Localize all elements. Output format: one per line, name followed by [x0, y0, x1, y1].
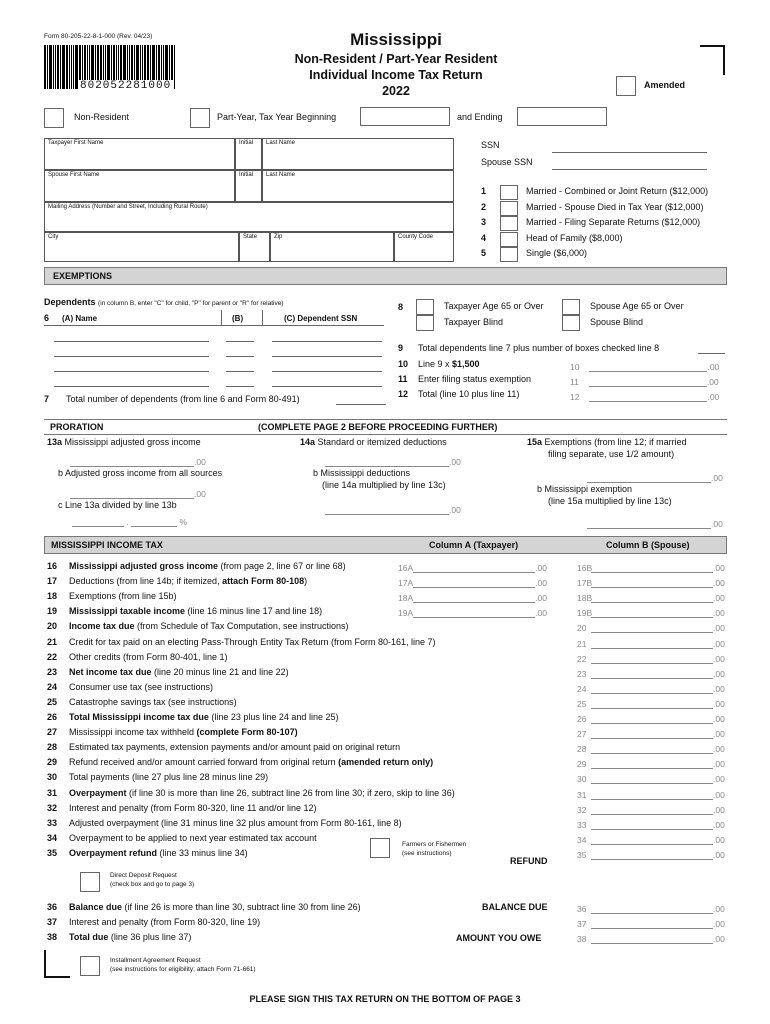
line-14a-label: 14a Standard or itemized deductions	[300, 437, 447, 447]
col-header-rule	[44, 325, 384, 326]
tax-line: 20 Income tax due (from Schedule of Tax Computation, see instructions)	[47, 621, 349, 632]
line-15b-field[interactable]: .00	[587, 519, 723, 529]
column-b-field[interactable]: 20 .00	[577, 623, 725, 634]
balance-due-label: BALANCE DUE	[482, 902, 548, 912]
mailing-address-field[interactable]: Mailing Address (Number and Street, Including Rural Route)	[44, 202, 454, 232]
tax-line: 18 Exemptions (from line 15b)	[47, 591, 177, 602]
spouse-last-name-field[interactable]: Last Name	[262, 170, 454, 202]
line-12-field[interactable]: 12 .00	[570, 392, 720, 402]
line-7-input[interactable]	[336, 404, 386, 405]
column-b-field[interactable]: 24 .00	[577, 683, 725, 694]
form-id: Form 80-205-22-8-1-000 (Rev. 04/23)	[44, 33, 153, 40]
barcode-bar	[57, 45, 59, 89]
sign-notice: PLEASE SIGN THIS TAX RETURN ON THE BOTTOM OF PAGE 3	[249, 994, 521, 1004]
form-state: Mississippi	[350, 30, 442, 49]
line-6-number: 6	[44, 313, 50, 323]
tax-line: 30 Total payments (line 27 plus line 28 minus line 29)	[47, 772, 269, 783]
tax-line: 35 Overpayment refund (line 33 minus line 34)	[47, 847, 248, 858]
col-a-header: (A) Name	[62, 314, 98, 323]
column-a-field[interactable]: 18A .00	[398, 593, 547, 604]
barcode-bar	[53, 45, 54, 89]
tax-line: 23 Net income tax due (line 20 minus line 21 and line 22)	[47, 666, 289, 677]
exemptions-header: EXEMPTIONS	[44, 267, 727, 285]
dependent-ssn-input[interactable]	[272, 386, 382, 387]
barcode-bar	[71, 45, 72, 89]
amount-you-owe-label: AMOUNT YOU OWE	[456, 933, 542, 943]
spouse-blind-checkbox[interactable]	[562, 315, 580, 331]
barcode-bar	[66, 45, 68, 89]
direct-deposit-label1: Direct Deposit Request	[110, 872, 177, 879]
col-b-header: (B)	[232, 314, 244, 323]
column-b-field[interactable]: 30 .00	[577, 774, 725, 785]
tax-line: 38 Total due (line 36 plus line 37)	[47, 932, 192, 942]
col-divider-1	[221, 310, 222, 326]
tax-line: 32 Interest and penalty (from Form 80-320, line 11 and/or line 12)	[47, 802, 317, 813]
tax-line: 27 Mississippi income tax withheld (complete Form 80-107)	[47, 727, 298, 738]
filing-status-number: 4	[481, 232, 487, 243]
line-7-number: 7	[44, 394, 50, 404]
column-b-field[interactable]: 27 .00	[577, 729, 725, 740]
filing-status-number: 5	[481, 248, 487, 258]
dependent-relation-input[interactable]	[226, 356, 254, 357]
city-field[interactable]: City	[44, 232, 239, 262]
column-b-field[interactable]: 28 .00	[577, 744, 725, 755]
column-b-field[interactable]: 26 .00	[577, 714, 725, 724]
line-15b-label1: b Mississippi exemption	[537, 484, 633, 494]
line-13b-field[interactable]: .00	[70, 489, 206, 499]
line-15a-label1: 15a Exemptions (from line 12; if married	[527, 437, 687, 447]
filing-status-checkbox[interactable]	[500, 185, 518, 200]
column-b-field[interactable]: 21 .00	[577, 638, 725, 649]
dependent-ssn-input[interactable]	[272, 356, 382, 357]
filing-status-label: Head of Family ($8,000)	[526, 232, 623, 243]
direct-deposit-checkbox[interactable]	[80, 872, 100, 892]
taxpayer-blind-checkbox[interactable]	[416, 315, 434, 331]
column-b-field[interactable]: 31 .00	[577, 789, 725, 800]
line-15b-label2: (line 15a multiplied by line 13c)	[548, 496, 672, 506]
column-b-field[interactable]: 35 .00	[577, 849, 725, 860]
amended-checkbox[interactable]	[616, 76, 636, 96]
taxpayer-65-label: Taxpayer Age 65 or Over	[444, 301, 544, 311]
direct-deposit-label2: (check box and go to page 3)	[110, 881, 195, 888]
part-year-label: Part-Year, Tax Year Beginning	[217, 112, 337, 122]
barcode-bar	[69, 45, 70, 89]
installment-label2: (see instructions for eligibility; attach Form 71-661)	[110, 966, 256, 973]
taxpayer-first-name-field[interactable]: Taxpayer First Name	[44, 138, 235, 170]
line-10-field[interactable]: 10 .00	[570, 362, 720, 372]
installment-label1: Installment Agreement Request	[110, 957, 201, 964]
spouse-ssn-input[interactable]	[552, 169, 707, 170]
column-b-field[interactable]: 18B .00	[577, 593, 725, 604]
ssn-input[interactable]	[552, 152, 707, 153]
spouse-initial-field[interactable]: Initial	[235, 170, 262, 202]
tax-line: 29 Refund received and/or amount carried forward from original return (amended return only)	[47, 757, 434, 768]
col-c-header: (C) Dependent SSN	[284, 314, 358, 323]
line-10: 10 Line 9 x $1,500	[398, 359, 480, 369]
tax-line: 36 Balance due (if line 26 is more than line 30, subtract line 30 from line 26)	[47, 902, 361, 912]
filing-status-number: 1	[481, 186, 487, 196]
dependent-relation-input[interactable]	[226, 386, 254, 387]
dependent-ssn-input[interactable]	[272, 371, 382, 372]
dependents-heading: Dependents (in column B, enter "C" for child, "P" for parent or "R" for relative)	[44, 297, 284, 307]
tax-line: 22 Other credits (from Form 80-401, line 1)	[47, 651, 228, 662]
barcode-bar	[55, 45, 56, 89]
barcode-number: 802052281000	[80, 80, 172, 92]
dependent-name-input[interactable]	[54, 356, 209, 357]
spouse-first-name-field[interactable]: Spouse First Name	[44, 170, 235, 202]
farmers-label2: (see instructions)	[402, 850, 452, 857]
line-9-input[interactable]	[698, 353, 725, 354]
line-11-field[interactable]: 11 .00	[570, 377, 719, 387]
tax-line: 37 Interest and penalty (from Form 80-320, line 19)	[47, 917, 261, 927]
dependent-name-input[interactable]	[54, 341, 209, 342]
form-title-line1: Non-Resident / Part-Year Resident	[294, 52, 498, 66]
line-7-label: Total number of dependents (from line 6 and Form 80-491)	[66, 394, 300, 404]
proration-header: PRORATION (COMPLETE PAGE 2 BEFORE PROCEEDING FURTHER)	[44, 419, 727, 435]
installment-checkbox[interactable]	[80, 956, 100, 976]
taxpayer-last-name-field[interactable]: Last Name	[262, 138, 454, 170]
column-b-field[interactable]: 17B .00	[577, 578, 725, 589]
column-a-field[interactable]: 17A .00	[398, 578, 547, 589]
line-11: 11 Enter filing status exemption	[398, 374, 532, 384]
line-12: 12 Total (line 10 plus line 11)	[398, 389, 520, 399]
tax-year-begin-input[interactable]	[360, 107, 450, 126]
zip-field[interactable]: Zip	[270, 232, 394, 262]
income-tax-header: MISSISSIPPI INCOME TAX Column A (Taxpayer) Column B (Spouse)	[44, 536, 727, 554]
line-8-number: 8	[398, 302, 404, 312]
state-field[interactable]: State	[239, 232, 270, 262]
farmers-fishermen-checkbox[interactable]	[370, 838, 390, 858]
line-14b-label2: (line 14a multiplied by line 13c)	[322, 480, 446, 490]
line-14a-field[interactable]: .00	[325, 457, 461, 467]
tax-line: 31 Overpayment (if line 30 is more than line 26, subtract line 26 from line 30; if zero, skip to line 36)	[47, 787, 455, 798]
dependent-relation-input[interactable]	[226, 341, 254, 342]
taxpayer-blind-label: Taxpayer Blind	[444, 317, 504, 327]
line-9: 9 Total dependents line 7 plus number of boxes checked line 8	[398, 343, 660, 353]
barcode-bar	[60, 45, 61, 89]
ssn-label: SSN	[481, 140, 500, 150]
tax-line: 26 Total Mississippi income tax due (line 23 plus line 24 and line 25)	[47, 712, 339, 722]
filing-status-label: Married - Spouse Died in Tax Year ($12,000)	[526, 201, 704, 212]
dependent-name-input[interactable]	[54, 386, 209, 387]
spouse-ssn-label: Spouse SSN	[481, 157, 533, 167]
tax-line: 28 Estimated tax payments, extension payments and/or amount paid on original return	[47, 742, 401, 753]
filing-status-label: Single ($6,000)	[526, 248, 588, 258]
non-resident-label: Non-Resident	[74, 112, 130, 122]
line-13b-label: b Adjusted gross income from all sources	[58, 468, 223, 478]
tax-line: 17 Deductions (from line 14b; if itemized, attach Form 80-108)	[47, 576, 308, 587]
barcode-bar	[174, 45, 175, 89]
spouse-blind-label: Spouse Blind	[590, 317, 644, 327]
refund-label: REFUND	[510, 856, 548, 866]
filing-status-label: Married - Combined or Joint Return ($12,000)	[526, 186, 709, 196]
column-b-field[interactable]: 23 .00	[577, 668, 725, 679]
column-b-field[interactable]: 22 .00	[577, 653, 725, 664]
tax-line: 25 Catastrophe savings tax (see instructions)	[47, 696, 237, 707]
column-b-field[interactable]: 32 .00	[577, 804, 725, 815]
line-13a-field[interactable]: .00	[70, 457, 206, 467]
spouse-65-checkbox[interactable]	[562, 299, 580, 315]
line-13c-label: c Line 13a divided by line 13b	[58, 500, 177, 510]
spouse-65-label: Spouse Age 65 or Over	[590, 301, 684, 311]
tax-year: 2022	[382, 84, 410, 98]
filing-status-checkbox[interactable]	[500, 232, 518, 247]
column-b-field[interactable]: 36 .00	[577, 904, 725, 914]
filing-status-number: 2	[481, 201, 487, 212]
line-14b-field[interactable]: .00	[325, 505, 461, 515]
line-15a-label2: filing separate, use 1/2 amount)	[548, 449, 675, 459]
col-divider-2	[262, 310, 263, 326]
filing-status-checkbox[interactable]	[500, 247, 518, 262]
barcode-bar	[47, 45, 48, 89]
non-resident-checkbox[interactable]	[44, 108, 64, 128]
form-title-line2: Individual Income Tax Return	[309, 68, 483, 82]
line-15a-field[interactable]: .00	[587, 473, 723, 483]
taxpayer-65-checkbox[interactable]	[416, 299, 434, 315]
amended-label: Amended	[644, 80, 686, 90]
filing-status-checkbox[interactable]	[500, 216, 518, 231]
line-13a-label: 13a Mississippi adjusted gross income	[47, 437, 201, 447]
tax-line: 21 Credit for tax paid on an electing Pass-Through Entity Tax Return (from Form 80-161, line 7)	[47, 636, 436, 647]
column-b-field[interactable]: 38 .00	[577, 934, 725, 944]
dependent-relation-input[interactable]	[226, 371, 254, 372]
filing-status-label: Married - Filing Separate Returns ($12,000)	[526, 217, 701, 227]
farmers-label1: Farmers or Fishermen	[402, 841, 467, 848]
filing-status-checkbox[interactable]	[500, 201, 518, 216]
county-code-field[interactable]: County Code	[394, 232, 454, 262]
barcode-bar	[44, 45, 46, 89]
tax-line: 33 Adjusted overpayment (line 31 minus line 32 plus amount from Form 80-161, line 8)	[47, 817, 402, 828]
and-ending-label: and Ending	[457, 112, 503, 122]
column-a-field[interactable]: 19A .00	[398, 608, 547, 619]
dependent-ssn-input[interactable]	[272, 341, 382, 342]
column-b-field[interactable]: 29 .00	[577, 759, 725, 770]
part-year-checkbox[interactable]	[190, 108, 210, 128]
tax-line: 19 Mississippi taxable income (line 16 minus line 17 and line 18)	[47, 606, 323, 617]
filing-status-number: 3	[481, 217, 487, 227]
line-13c-field[interactable]: . %	[72, 517, 187, 527]
dependent-name-input[interactable]	[54, 371, 209, 372]
column-b-field[interactable]: 25 .00	[577, 698, 725, 709]
barcode-bar	[73, 45, 74, 89]
column-b-field[interactable]: 37 .00	[577, 919, 725, 929]
line-14b-label1: b Mississippi deductions	[313, 468, 411, 478]
column-a-field[interactable]: 16A .00	[398, 563, 547, 573]
column-b-field[interactable]: 33 .00	[577, 819, 725, 830]
taxpayer-initial-field[interactable]: Initial	[235, 138, 262, 170]
barcode-bar	[49, 45, 52, 89]
column-b-field[interactable]: 19B .00	[577, 608, 725, 619]
corner-mark-bottom	[44, 950, 70, 978]
barcode-bar	[62, 45, 65, 89]
tax-line: 34 Overpayment to be applied to next year estimated tax account	[47, 832, 317, 843]
tax-line: 24 Consumer use tax (see instructions)	[47, 681, 214, 692]
tax-year-end-input[interactable]	[517, 107, 607, 126]
column-b-field[interactable]: 34 .00	[577, 834, 725, 845]
corner-mark	[700, 45, 725, 75]
column-b-field[interactable]: 16B .00	[577, 563, 725, 573]
tax-line: 16 Mississippi adjusted gross income (from page 2, line 67 or line 68)	[47, 561, 346, 571]
